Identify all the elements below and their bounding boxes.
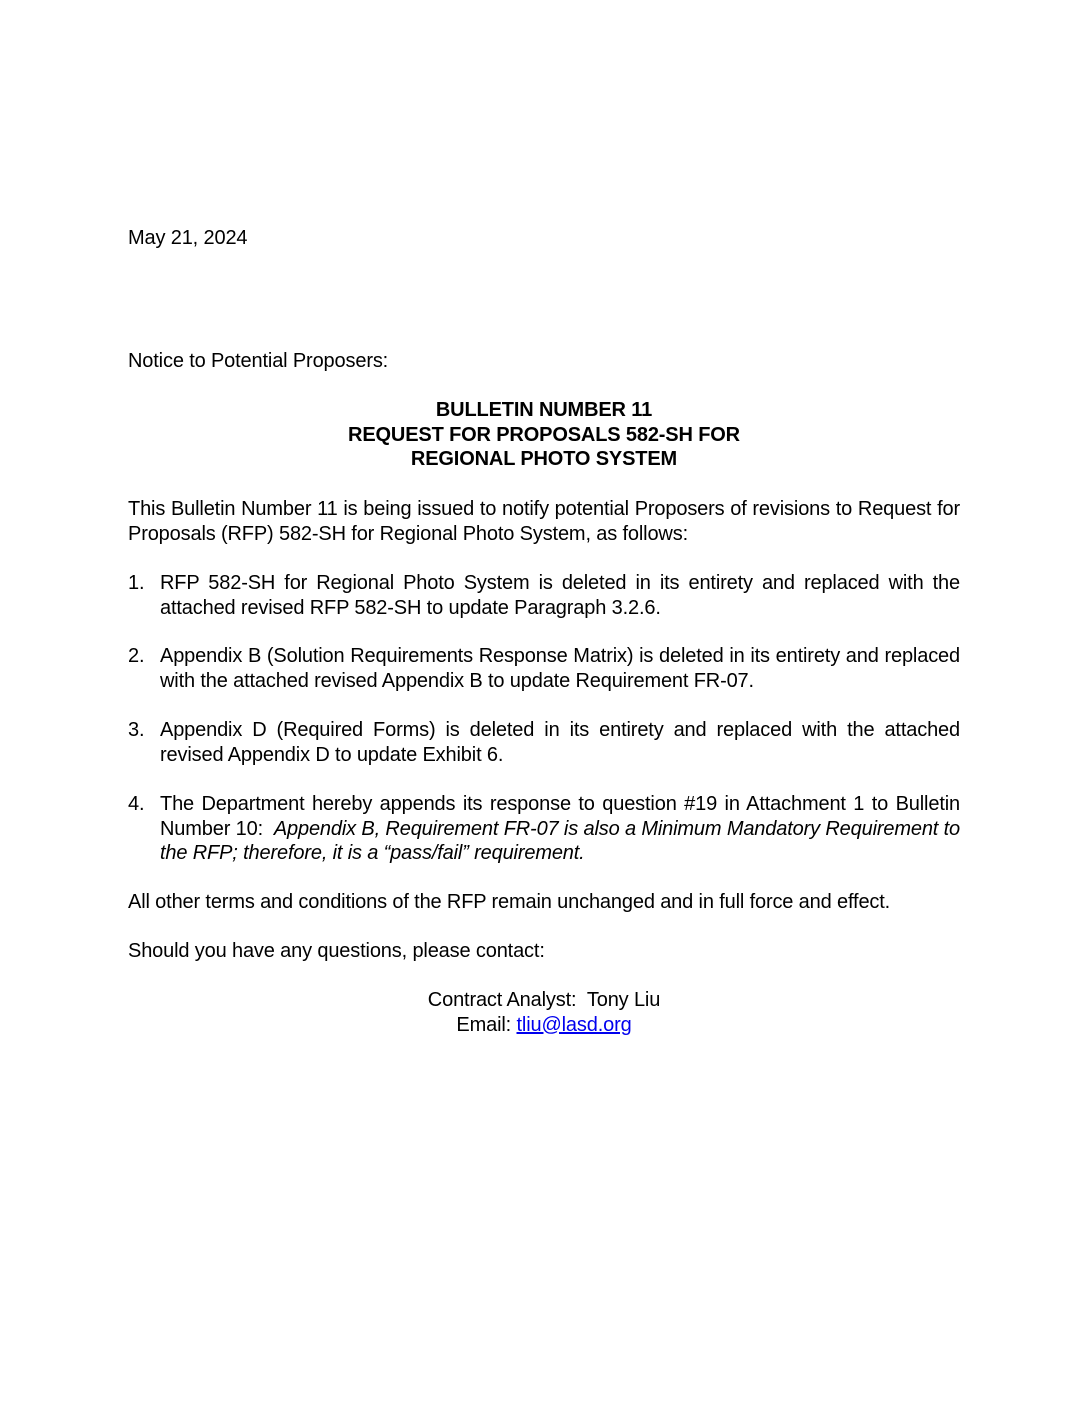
contact-block	[128, 988, 960, 1037]
item-text: RFP 582-SH for Regional Photo System is deleted in its entirety and replaced with the attached revised RFP 582-SH to update Paragraph 3.2.6.	[160, 572, 960, 619]
heading-line-2: REQUEST FOR PROPOSALS 582-SH FOR	[348, 423, 740, 446]
bulletin-heading	[128, 398, 960, 472]
item-number: 1.	[128, 572, 145, 594]
analyst-line	[128, 988, 960, 1013]
list-item	[128, 571, 960, 620]
date: May 21, 2024	[128, 227, 248, 249]
salutation: Notice to Potential Proposers:	[128, 350, 389, 372]
item-text	[160, 792, 960, 866]
item-text-plain: The Department hereby appends its response to question #19 in Attachment 1 to Bulletin Number 10:	[160, 793, 960, 840]
analyst-label: Contract Analyst:	[427, 989, 577, 1011]
item-text-italic: Appendix B, Requirement FR-07 is also a Minimum Mandatory Requirement to the RFP; therefore, it is a “pass/fail” requirement.	[160, 817, 961, 864]
contact-prompt: Should you have any questions, please contact:	[128, 940, 545, 962]
heading-line-1: BULLETIN NUMBER 11	[435, 399, 653, 421]
intro-paragraph: This Bulletin Number 11 is being issued to notify potential Proposers of revisions to Request for Proposals (RFP) 582-SH for Regional Photo System, as follows:	[128, 498, 960, 545]
list-item	[128, 792, 960, 866]
item-number: 3.	[128, 719, 145, 741]
analyst-name: Tony Liu	[586, 989, 661, 1011]
email-label: Email:	[456, 1013, 512, 1036]
closing-paragraph: All other terms and conditions of the RFP remain unchanged and in full force and effect.	[128, 891, 891, 913]
email-link[interactable]: tliu@lasd.org	[516, 1013, 632, 1036]
item-number: 4.	[128, 793, 145, 815]
list-item	[128, 644, 960, 693]
item-text: Appendix D (Required Forms) is deleted in its entirety and replaced with the attached revised Appendix D to update Exhibit 6.	[160, 719, 960, 766]
item-number: 2.	[128, 645, 145, 667]
item-text: Appendix B (Solution Requirements Response Matrix) is deleted in its entirety and replaced with the attached revised Appendix B to update Requirement FR-07.	[160, 645, 960, 692]
email-line	[128, 1013, 960, 1038]
list-item	[128, 718, 960, 767]
heading-line-3: REGIONAL PHOTO SYSTEM	[410, 448, 678, 470]
